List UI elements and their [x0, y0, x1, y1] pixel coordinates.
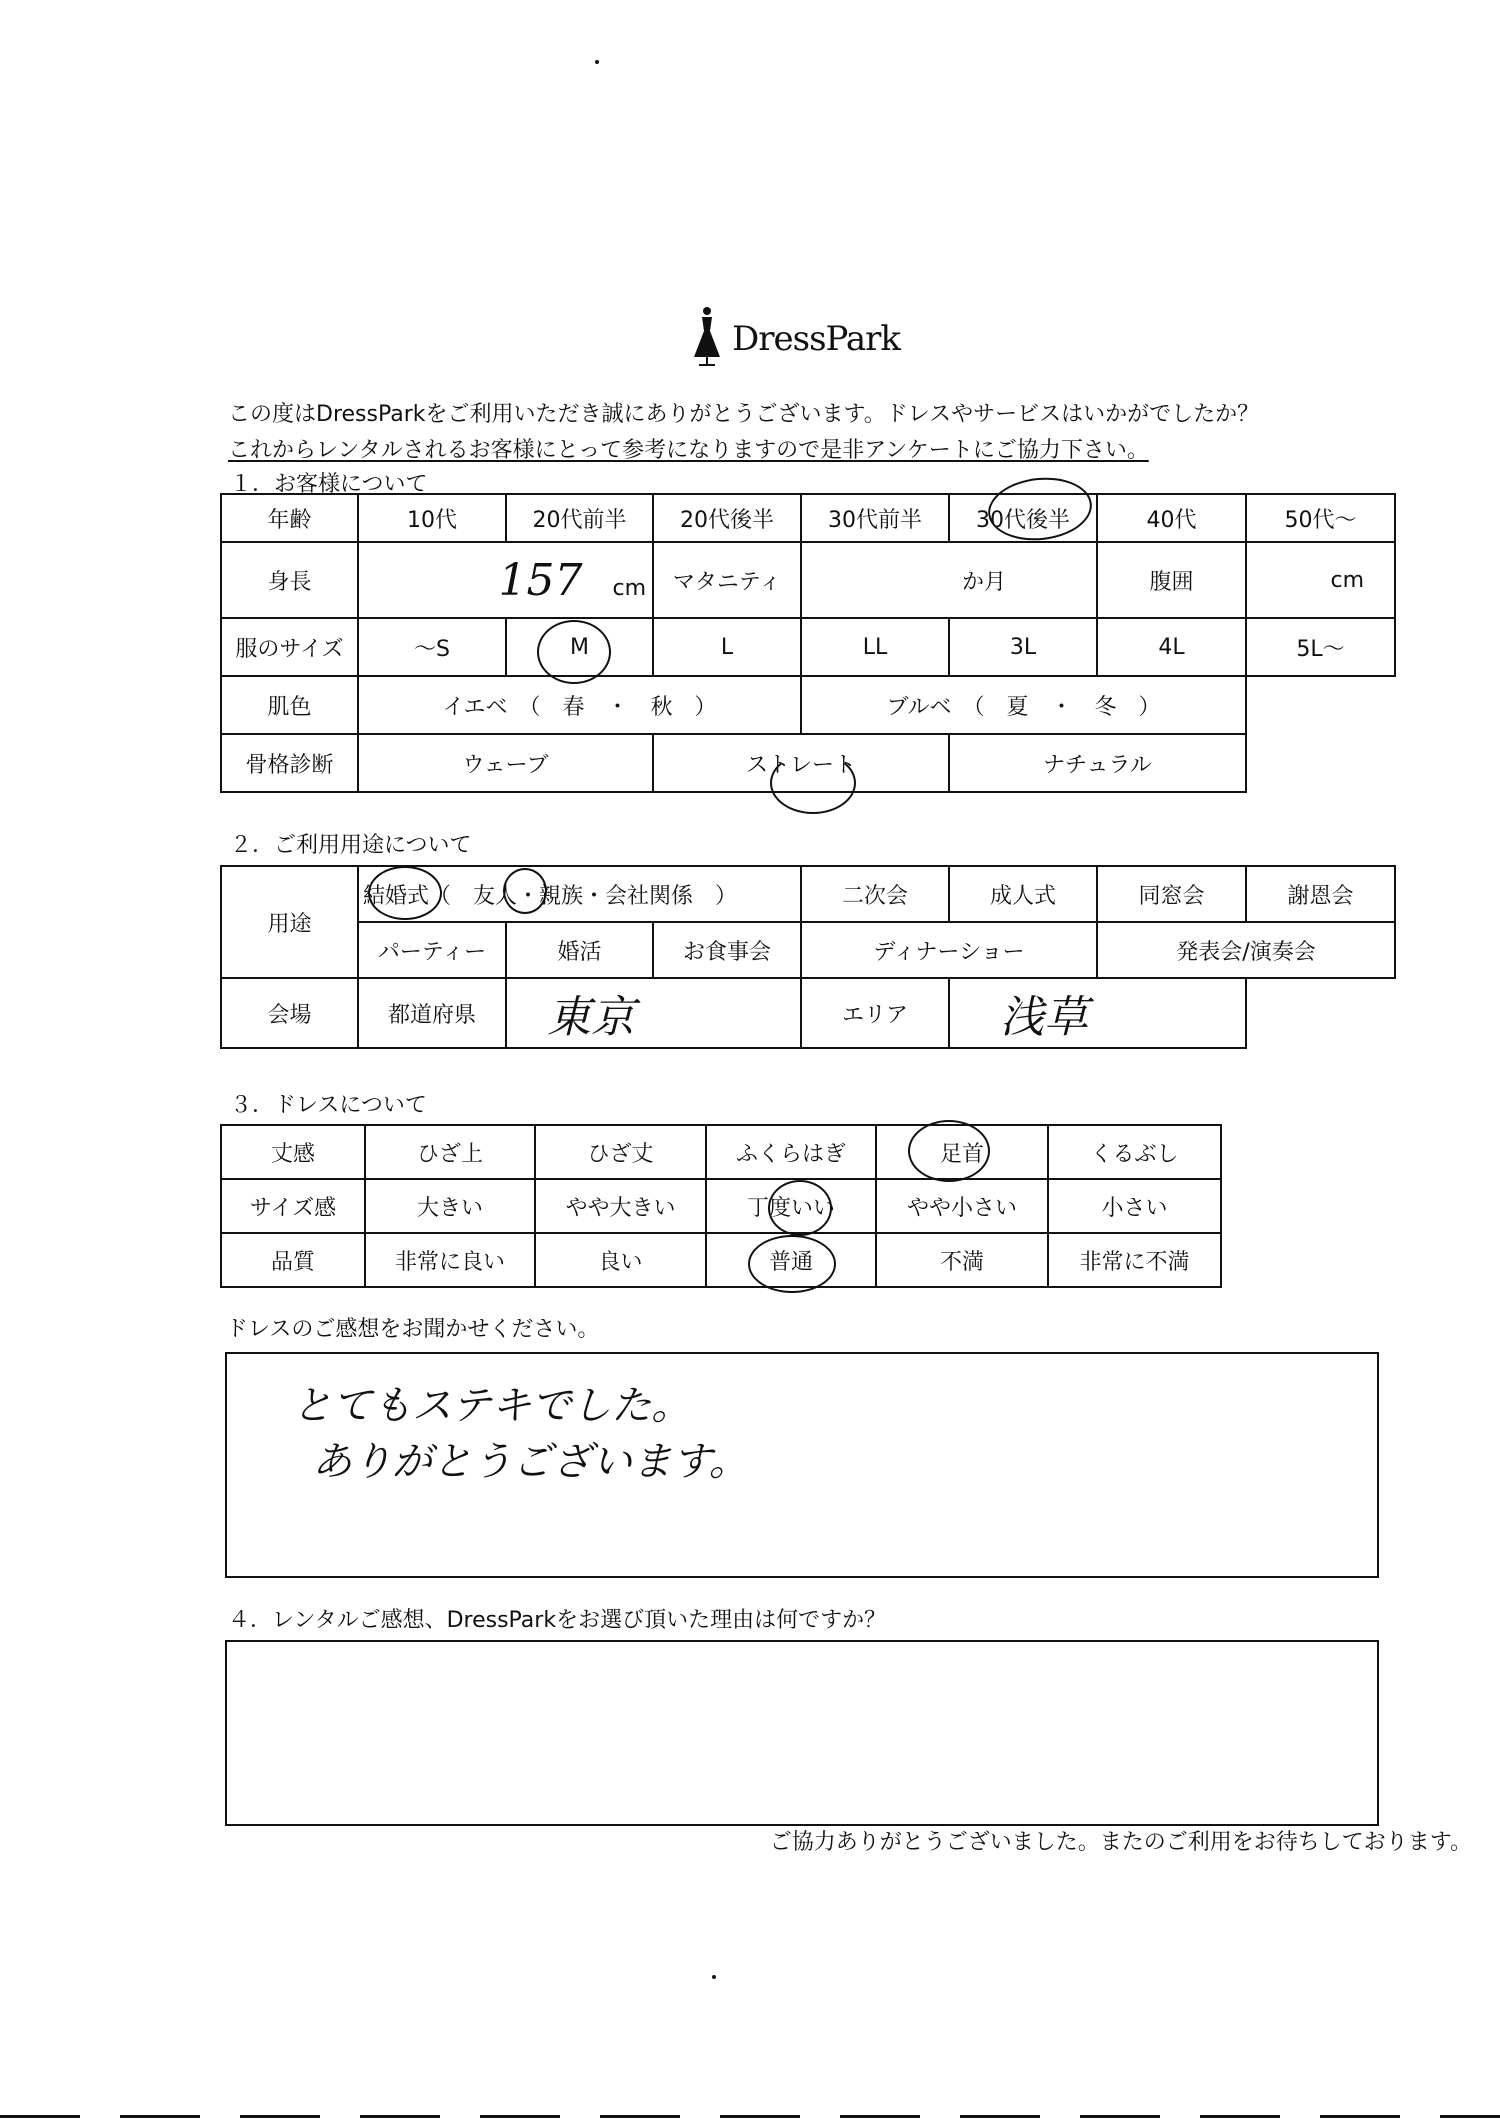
usage-option[interactable]: パーティー — [358, 922, 506, 978]
usage-option[interactable]: 婚活 — [506, 922, 653, 978]
usage-wedding-option[interactable]: 結婚式（ 友人・親族・会社関係 ） — [358, 866, 801, 922]
section3-title: ３．ドレスについて — [230, 1093, 427, 1118]
impression-line-1: とてもステキでした。 — [292, 1383, 692, 1429]
size-option[interactable]: 4L — [1097, 618, 1246, 676]
size-label: 服のサイズ — [221, 618, 358, 676]
blue-base-option[interactable]: ブルベ （ 夏 ・ 冬 ） — [801, 676, 1246, 734]
frame-option[interactable]: ナチュラル — [949, 734, 1246, 792]
usage-option[interactable]: お食事会 — [653, 922, 801, 978]
empty-cell — [1246, 676, 1395, 734]
quality-label: 品質 — [221, 1233, 365, 1287]
quality-option[interactable]: 良い — [535, 1233, 706, 1287]
section1-title: １．お客様について — [230, 472, 428, 497]
length-option[interactable]: ひざ上 — [365, 1125, 535, 1179]
fit-option-selected[interactable]: 丁度いい — [706, 1179, 876, 1233]
prefecture-field[interactable] — [506, 978, 801, 1048]
area-label: エリア — [801, 978, 949, 1048]
age-option[interactable]: 10代 — [358, 494, 506, 542]
customer-table — [220, 493, 1396, 793]
usage-option[interactable]: 同窓会 — [1097, 866, 1246, 922]
fit-option[interactable]: やや小さい — [876, 1179, 1048, 1233]
height-value: 157 — [498, 554, 583, 606]
section4-title: ４．レンタルご感想、DressParkをお選び頂いた理由は何ですか？ — [228, 1608, 887, 1633]
size-option[interactable]: LL — [801, 618, 949, 676]
length-option-selected[interactable]: 足首 — [876, 1125, 1048, 1179]
maternity-label: マタニティ — [653, 542, 801, 618]
area-value: 浅草 — [1000, 992, 1088, 1043]
age-option[interactable]: 20代後半 — [653, 494, 801, 542]
frame-label: 骨格診断 — [221, 734, 358, 792]
fit-option[interactable]: 大きい — [365, 1179, 535, 1233]
frame-option-selected[interactable]: ストレート — [653, 734, 949, 792]
length-option[interactable]: ひざ丈 — [535, 1125, 706, 1179]
impression-textarea[interactable] — [225, 1352, 1379, 1578]
age-option[interactable]: 30代前半 — [801, 494, 949, 542]
scan-speck — [595, 60, 599, 64]
age-label: 年齢 — [221, 494, 358, 542]
age-option-selected[interactable]: 30代後半 — [949, 494, 1097, 542]
prefecture-value: 東京 — [547, 992, 635, 1043]
section2-title: ２．ご利用用途について — [230, 833, 472, 858]
fit-option[interactable]: やや大きい — [535, 1179, 706, 1233]
usage-option[interactable]: 成人式 — [949, 866, 1097, 922]
dress-table — [220, 1124, 1222, 1288]
age-option[interactable]: 50代～ — [1246, 494, 1395, 542]
usage-label: 用途 — [221, 866, 358, 978]
intro-line-2: これからレンタルされるお客様にとって参考になりますので是非アンケートにご協力下さい。 — [228, 438, 1149, 463]
size-option[interactable]: L — [653, 618, 801, 676]
height-field[interactable] — [358, 542, 653, 618]
prefecture-label: 都道府県 — [358, 978, 506, 1048]
frame-option[interactable]: ウェーブ — [358, 734, 653, 792]
usage-option[interactable]: 発表会/演奏会 — [1097, 922, 1395, 978]
waist-label: 腹囲 — [1097, 542, 1246, 618]
quality-option-selected[interactable]: 普通 — [706, 1233, 876, 1287]
scan-edge-line — [0, 2115, 1500, 2118]
impression-prompt: ドレスのご感想をお聞かせください。 — [226, 1317, 600, 1342]
quality-option[interactable]: 非常に不満 — [1048, 1233, 1221, 1287]
usage-option[interactable]: 謝恩会 — [1246, 866, 1395, 922]
quality-option[interactable]: 不満 — [876, 1233, 1048, 1287]
waist-field[interactable] — [1246, 542, 1395, 618]
venue-label: 会場 — [221, 978, 358, 1048]
maternity-field[interactable] — [801, 542, 1097, 618]
scan-speck — [712, 1975, 716, 1979]
maternity-unit: か月 — [961, 569, 1006, 595]
dresspark-logo — [690, 305, 930, 375]
height-label: 身長 — [221, 542, 358, 618]
usage-option[interactable]: 二次会 — [801, 866, 949, 922]
fit-label: サイズ感 — [221, 1179, 365, 1233]
impression-line-2: ありがとうございます。 — [312, 1439, 749, 1485]
empty-cell — [1246, 978, 1395, 1048]
usage-table — [220, 865, 1396, 1049]
logo-text: DressPark — [732, 319, 901, 359]
skin-label: 肌色 — [221, 676, 358, 734]
area-field[interactable] — [949, 978, 1246, 1048]
reason-textarea[interactable] — [225, 1640, 1379, 1826]
age-option[interactable]: 40代 — [1097, 494, 1246, 542]
size-option[interactable]: 3L — [949, 618, 1097, 676]
size-option[interactable]: 5L～ — [1246, 618, 1395, 676]
usage-option[interactable]: ディナーショー — [801, 922, 1097, 978]
waist-unit: cm — [1330, 567, 1364, 593]
length-option[interactable]: くるぶし — [1048, 1125, 1221, 1179]
intro-line-1: この度はDressParkをご利用いただき誠にありがとうございます。ドレスやサービスはいかがでしたか？ — [228, 402, 1260, 427]
fit-option[interactable]: 小さい — [1048, 1179, 1221, 1233]
quality-option[interactable]: 非常に良い — [365, 1233, 535, 1287]
size-option[interactable]: ～S — [358, 618, 506, 676]
size-option-selected[interactable]: M — [506, 618, 653, 676]
age-option[interactable]: 20代前半 — [506, 494, 653, 542]
length-option[interactable]: ふくらはぎ — [706, 1125, 876, 1179]
yellow-base-option[interactable]: イエベ （ 春 ・ 秋 ） — [358, 676, 801, 734]
length-label: 丈感 — [221, 1125, 365, 1179]
footer-message: ご協力ありがとうございました。またのご利用をお待ちしております。 — [769, 1830, 1472, 1855]
empty-cell — [1246, 734, 1395, 792]
dress-icon — [690, 305, 724, 369]
height-unit: cm — [612, 575, 646, 601]
